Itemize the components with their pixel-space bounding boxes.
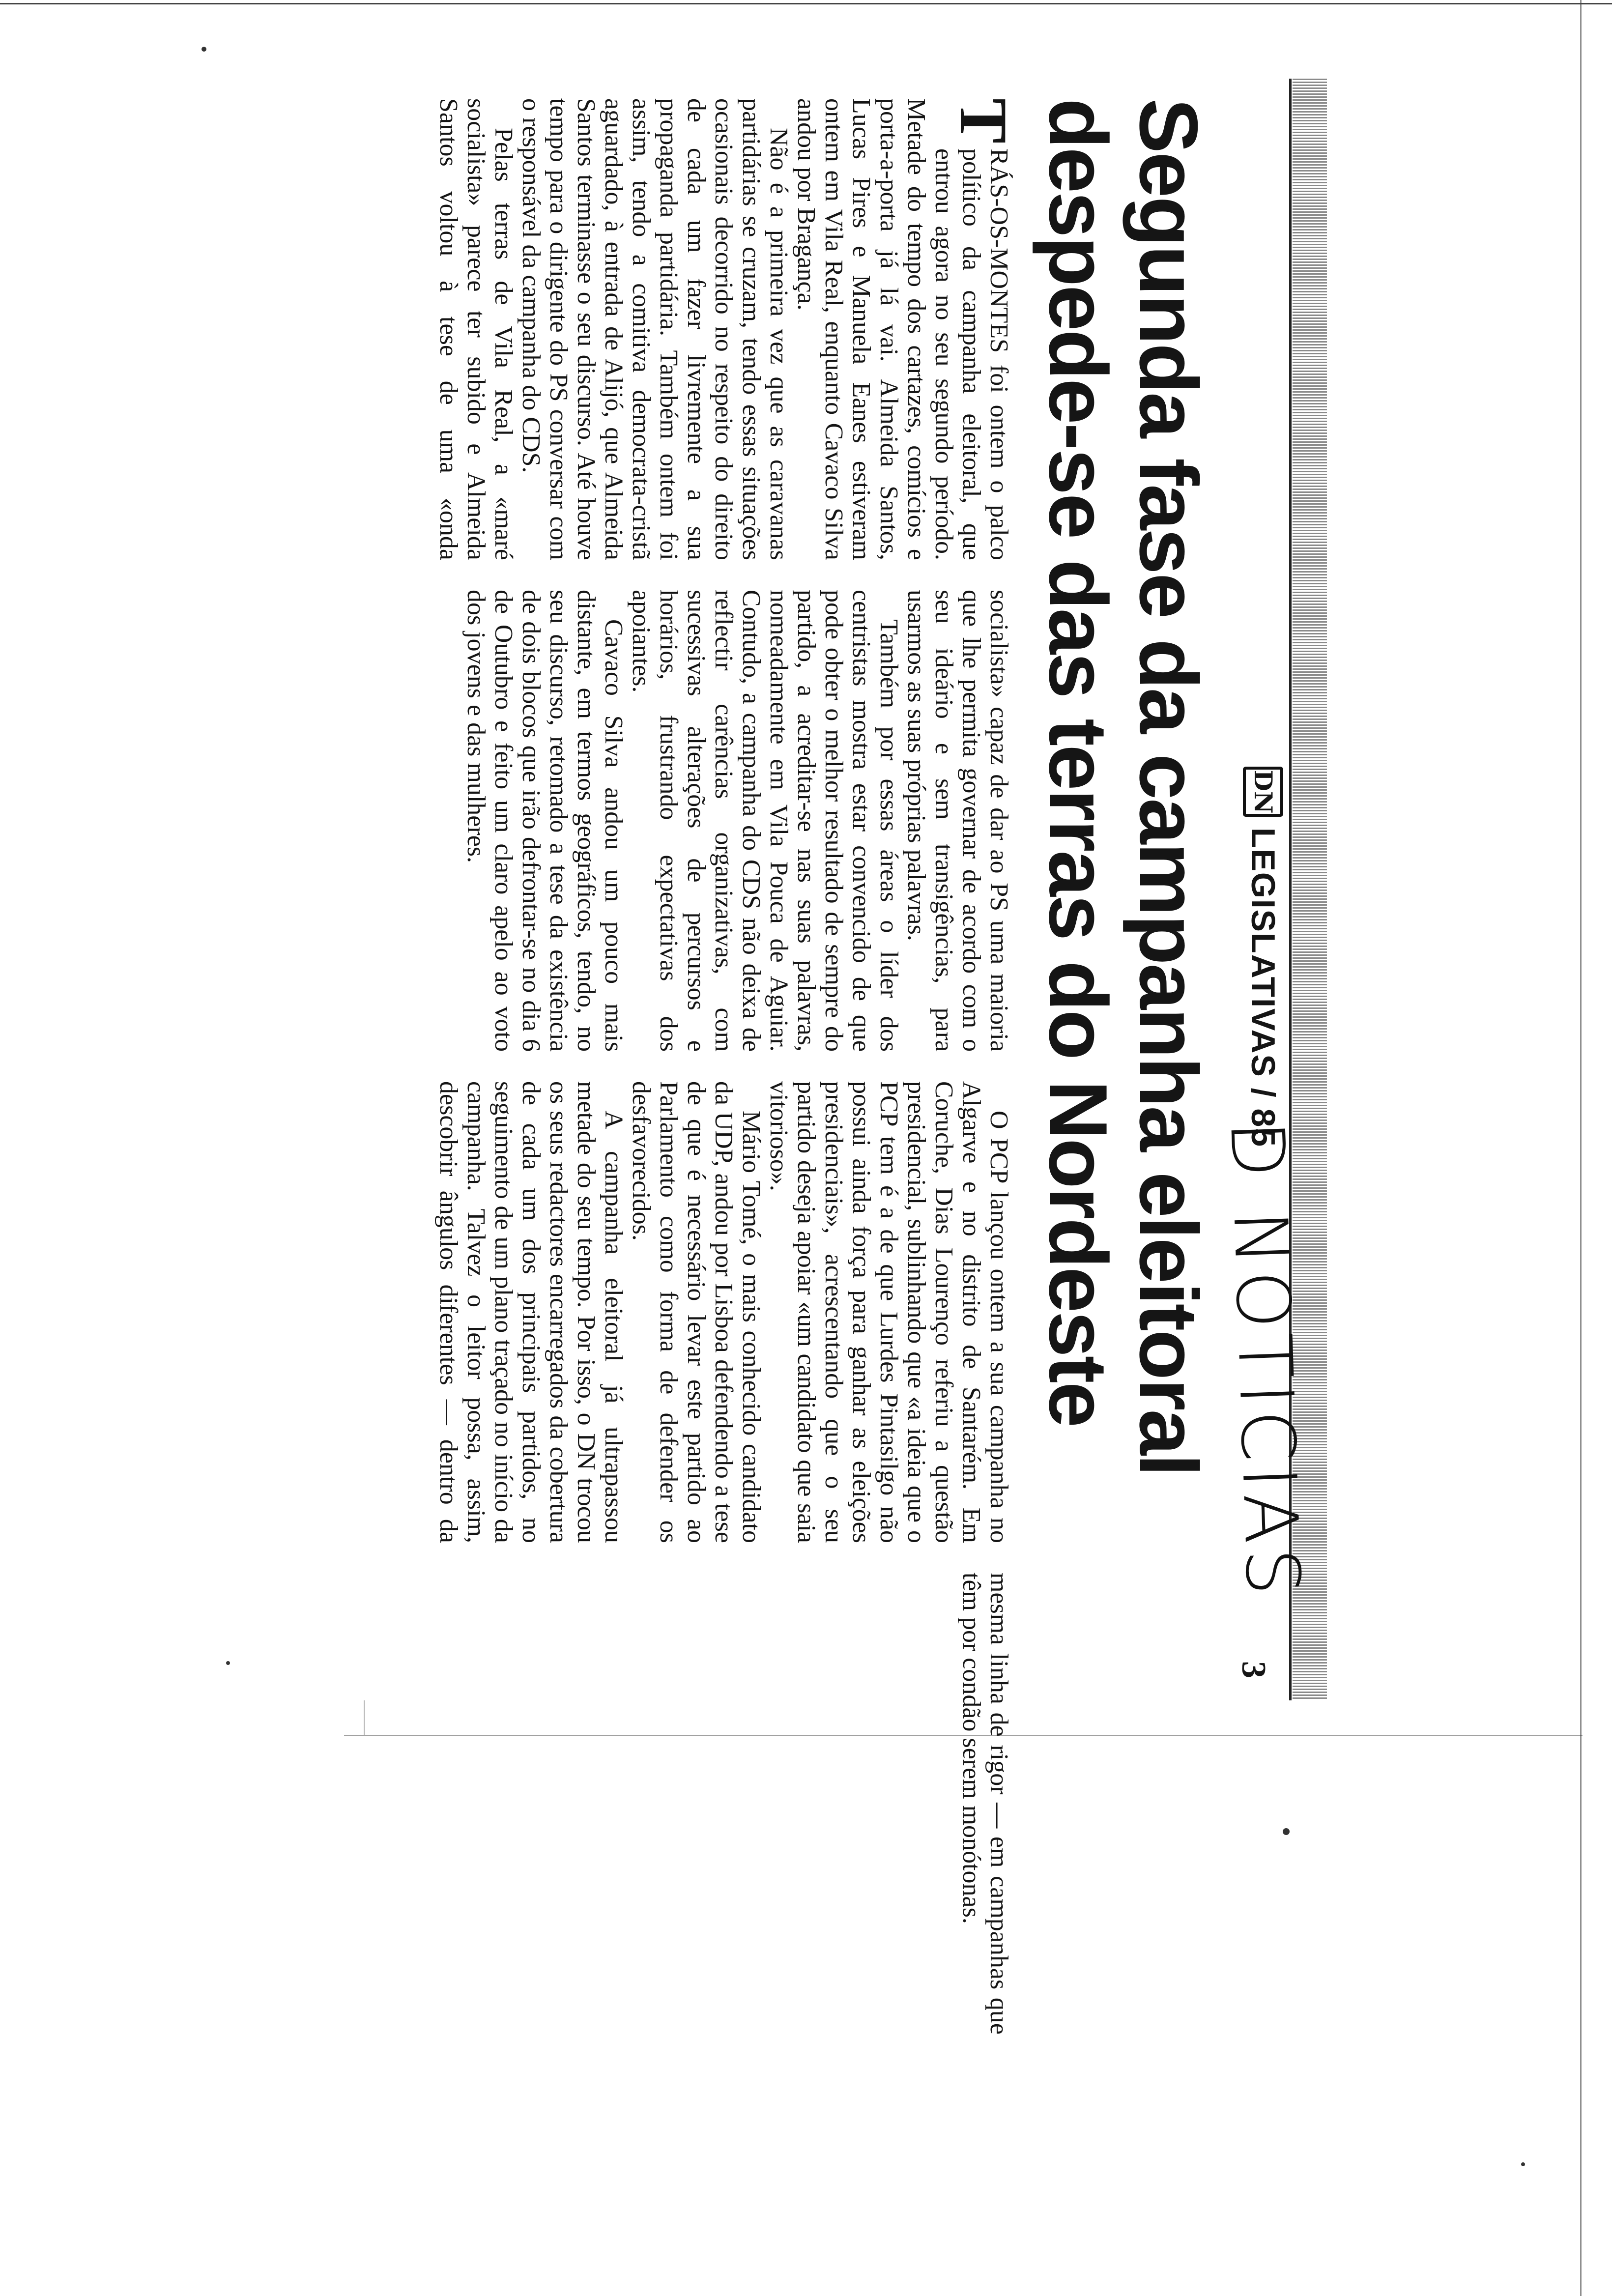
- article-paragraph: Mário Tomé, o mais conhecido candidato da UDP, andou por Lisboa defendendo a tese de que é necessário levar este partido ao Parlamento como forma de defender os desfavorecidos.: [627, 1081, 765, 1543]
- article-paragraph: A campanha eleitoral já ultrapassou metade do seu tempo. Por isso, o DN trocou os seus redactores encarregados da cobertura de cada um dos principais partidos, no seguimento de um plano traçado no início da campanha. Talvez o leitor possa, assim, descobrir ângulos diferentes — dentro da mesma linha de rigor — em campanhas que têm por condão serem monótonas.: [434, 1081, 1013, 2035]
- article-paragraph: Também por essas áreas o líder dos centristas mostra estar convencido de que pode obter o melhor resultado de sempre do partido, a acreditar-se nas suas palavras, nomeadamente em Vila Pouca de Aguiar. Contudo, a campanha do CDS não deixa de reflectir carências organizativas, com sucessivas alterações de percursos e horários, frustrando expectativas dos apoiantes.: [627, 590, 903, 1052]
- article-paragraph: Pelas terras de Vila Real, a «maré socialista» parece ter subido e Almeida Santos voltou à tese de uma «onda socialista» capaz de dar ao PS uma maioria que lhe permita governar de acordo com o seu ideário e sem transigências, para usarmos as suas próprias palavras.: [434, 98, 1013, 1052]
- article-body: [432, 98, 1021, 2035]
- scan-speck: [1283, 1828, 1290, 1835]
- newspaper-clipping: [344, 79, 1327, 2035]
- scan-edge-top: [0, 3, 1612, 4]
- section-masthead: [1238, 767, 1288, 1148]
- paragraph-text: RÁS-OS-MONTES foi ontem o palco político da campanha eleitoral, que entrou agora no seu segundo período. Metade do tempo dos cartazes, comícios e porta-a-porta já lá vai. Almeida Santos, Lucas Pires e Manuela Eanes estiveram ontem em Vila Real, enquanto Cavaco Silva andou por Bragança.: [792, 98, 1013, 560]
- handwritten-note: D NOTICIAS: [1213, 1119, 1316, 1602]
- article-paragraph: O PCP lançou ontem a sua campanha no Algarve e no distrito de Santarém. Em Coruche, Dias Lourenço referiu a questão presidencial, sublinhando que «a ideia que o PCP tem é a de que Lurdes Pintasilgo não possui ainda força para ganhar as eleições presidenciais», acrescentando que o seu partido deseja apoiar «um candidato que saia vitorioso».: [765, 1081, 1013, 1543]
- scan-speck: [226, 1661, 230, 1665]
- article-paragraph: [792, 98, 1021, 560]
- article-paragraph: Cavaco Silva andou um pouco mais distante, em termos geográficos, tendo, no seu discurso, retomado a tese da existência de dois blocos que irão defrontar-se no dia 6 de Outubro e feito um claro apelo ao voto dos jovens e das mulheres.: [462, 590, 628, 1052]
- section-label: LEGISLATIVAS / 85: [1244, 828, 1282, 1148]
- article-paragraph: Não é a primeira vez que as caravanas partidárias se cruzam, tendo essas situações ocasionais decorrido no respeito do direito de cada um fazer livremente a sua propaganda partidária. Também ontem foi assim, tendo a comitiva democrata-cristã aguardado, à entrada de Alijó, que Almeida Santos terminasse o seu discurso. Até houve tempo para o dirigente do PS conversar com o responsável da campanha do CDS.: [517, 98, 793, 560]
- scan-speck: [1521, 2162, 1525, 2166]
- scan-edge-right: [1580, 0, 1582, 2296]
- drop-cap: T: [946, 98, 1021, 144]
- headline: Segunda fase da campanha eleitoral despede-se das terras do Nordeste: [1032, 98, 1215, 1475]
- page-number: 3: [1235, 1661, 1272, 1678]
- dn-logo: DN: [1243, 767, 1283, 817]
- scan-speck: [202, 47, 206, 52]
